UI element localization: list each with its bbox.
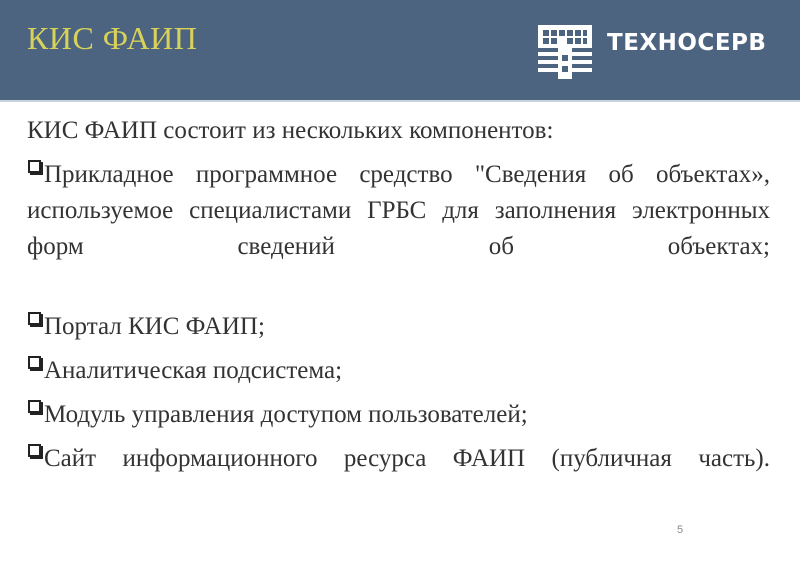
list-item-text: Прикладное программное средство "Сведения об объектах», используемое специалистами ГРБС для заполнения электронных форм сведений об объектах; xyxy=(27,161,770,260)
intro-text: КИС ФАИП состоит из нескольких компонентов: xyxy=(27,117,554,144)
checkbox-square-icon xyxy=(28,312,41,325)
list-item xyxy=(27,397,770,433)
tehnoserv-logo-icon xyxy=(538,25,592,79)
list-item-text: Портал КИС ФАИП; xyxy=(44,313,265,340)
checkbox-square-icon xyxy=(28,160,41,173)
checkbox-square-icon xyxy=(28,356,41,369)
list-item xyxy=(27,309,770,345)
checkbox-square-icon xyxy=(28,400,41,413)
list-item-text: Модуль управления доступом пользователей; xyxy=(44,401,528,428)
list-item-text: Сайт информационного ресурса ФАИП (публичная часть). xyxy=(44,445,770,472)
list-item xyxy=(27,157,770,301)
list-item xyxy=(27,353,770,389)
slide-header xyxy=(0,0,800,102)
page-number: 5 xyxy=(677,524,684,536)
list-item-text: Аналитическая подсистема; xyxy=(44,357,343,384)
slide-title: КИС ФАИП xyxy=(27,20,198,56)
list-item xyxy=(27,441,770,513)
logo-wordmark: ТЕХНОСЕРВ xyxy=(607,30,767,56)
company-logo xyxy=(538,25,768,79)
checkbox-square-icon xyxy=(28,444,41,457)
slide-body xyxy=(27,113,770,521)
